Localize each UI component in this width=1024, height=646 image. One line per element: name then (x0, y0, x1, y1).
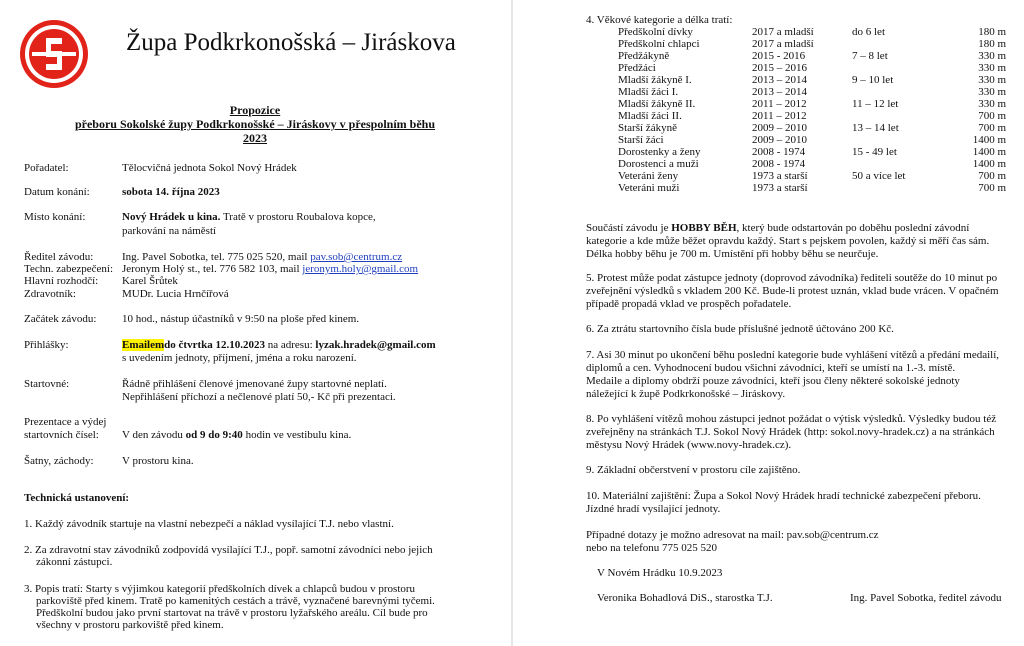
startovne-label: Startovné: (24, 378, 70, 390)
category-row (618, 158, 1006, 170)
category-distance: 700 m (978, 182, 1006, 194)
prezentace-value (122, 429, 351, 441)
prihlasky-email: lyzak.hradek@gmail.com (315, 339, 436, 351)
category-age (852, 86, 922, 98)
hobby-line2: kategorie a kde může běžet opravdu každý. Start s pejskem povolen, každý si měří čas sám. (586, 235, 990, 247)
category-name: Veteráni muži (618, 182, 680, 194)
category-row (618, 74, 1006, 86)
zacatek-value: 10 hod., nástup účastníků v 9:50 na ploše před kinem. (122, 313, 360, 325)
category-row (618, 50, 1006, 62)
category-age: 50 a více let (852, 170, 906, 182)
item-7-line2: diplomů a cen. Vyhodnocení budou všichni závodníci, kteří se umístí na 1.-3. místě. (586, 362, 956, 374)
techn-mail-link[interactable]: jeronym.holy@gmail.com (302, 263, 419, 275)
heading-propozice: Propozice (229, 103, 281, 117)
misto-label: Místo konání: (24, 211, 86, 223)
category-row (618, 182, 1006, 194)
category-row (618, 26, 1006, 38)
category-row (618, 122, 1006, 134)
category-years: 2015 – 2016 (752, 62, 807, 74)
item-7-line4: náležející k župě Podkrkonošské – Jiráskovy. (586, 388, 786, 400)
category-years: 2011 – 2012 (752, 98, 807, 110)
category-name: Dorostenci a muži (618, 158, 699, 170)
category-age: 13 – 14 let (852, 122, 899, 134)
item-8-line1: 8. Po vyhlášení vítězů mohou zástupci jednot požádat o výtisk výsledků. Výsledky budou též (586, 413, 997, 425)
category-row (618, 170, 1006, 182)
item-8-line3: městysu Nový Hrádek (www.novy-hradek.cz). (586, 439, 792, 451)
prezentace-label-2: startovních čísel: (24, 429, 99, 441)
signature-left: Veronika Bohadlová DiS., starostka T.J. (597, 592, 773, 604)
reditel-text: Ing. Pavel Sobotka, tel. 775 025 520, mail (122, 251, 311, 263)
category-years: 2011 – 2012 (752, 110, 807, 122)
category-age: 7 – 8 let (852, 50, 888, 62)
page-divider (511, 0, 513, 646)
techn-label: Techn. zabezpečení: (24, 263, 114, 275)
item-1: 1. Každý závodník startuje na vlastní nebezpečí a náklad vysílající T.J. nebo vlastní. (24, 518, 394, 530)
category-name: Mladší žákyně II. (618, 98, 696, 110)
misto-value (122, 210, 422, 238)
category-name: Mladší žáci I. (618, 86, 679, 98)
category-age (852, 110, 922, 122)
prihlasky-mid: na adresu: (265, 339, 316, 351)
item-9: 9. Základní občerstvení v prostoru cíle zajištěno. (586, 464, 801, 476)
category-distance: 330 m (978, 62, 1006, 74)
prezentace-pre: V den závodu (122, 429, 186, 441)
prihlasky-deadline: do čtvrtka 12.10.2023 (164, 339, 265, 351)
category-name: Mladší žákyně I. (618, 74, 692, 86)
techn-text: Jeronym Holý st., tel. 776 582 103, mail (122, 263, 303, 275)
hobby-pre: Součástí závodu je (586, 222, 672, 234)
category-distance: 1400 m (972, 134, 1006, 146)
document-title: Župa Podkrkonošská – Jiráskova (126, 29, 456, 56)
reditel-label: Ředitel závodu: (24, 251, 94, 263)
prezentace-time: od 9 do 9:40 (185, 429, 243, 441)
heading-preboru: přeboru Sokolské župy Podkrkonošské – Jiráskovy v přespolním běhu (74, 117, 436, 131)
category-age: do 6 let (852, 26, 885, 38)
category-name: Mladší žáci II. (618, 110, 682, 122)
category-years: 2009 – 2010 (752, 122, 807, 134)
zdrav-label: Zdravotník: (24, 288, 76, 300)
category-row (618, 146, 1006, 158)
category-name: Předškolní chlapci (618, 38, 700, 50)
item-2-line1: 2. Za zdravotní stav závodníků zodpovídá vysílající T.J., popř. samotní závodníci nebo jejich (24, 544, 433, 556)
hobby-bold: HOBBY BĚH (671, 222, 737, 234)
category-age (852, 182, 922, 194)
hlavni-value: Karel Šrůtek (122, 275, 178, 287)
category-age (852, 38, 922, 50)
prihlasky-highlight: Emailem (122, 339, 165, 351)
startovne-line1: Řádně přihlášení členové jmenované župy startovné neplatí. (122, 378, 387, 390)
category-years: 2017 a mladší (752, 38, 814, 50)
category-distance: 180 m (978, 38, 1006, 50)
category-years: 2009 – 2010 (752, 134, 807, 146)
satny-value: V prostoru kina. (122, 455, 194, 467)
datum-value: sobota 14. října 2023 (122, 186, 220, 198)
category-row (618, 86, 1006, 98)
reditel-value (122, 251, 402, 263)
category-name: Veteráni ženy (618, 170, 679, 182)
category-name: Předžákyně (618, 50, 670, 62)
category-name: Starší žáci (618, 134, 664, 146)
item-5-line2: zveřejnění výsledků s vkladem 200 Kč. Bude-li protest uznán, vklad bude vrácen. V opačném (586, 285, 999, 297)
prezentace-post: hodin ve vestibulu kina. (242, 429, 352, 441)
category-row (618, 110, 1006, 122)
sokol-logo (18, 18, 90, 90)
category-distance: 1400 m (972, 158, 1006, 170)
hobby-line1 (586, 222, 969, 234)
place-date: V Novém Hrádku 10.9.2023 (597, 567, 723, 579)
category-distance: 700 m (978, 110, 1006, 122)
startovne-line2: Nepřihlášení příchozí a nečlenové platí 50,- Kč při prezentaci. (122, 391, 396, 403)
hlavni-label: Hlavní rozhodčí: (24, 275, 99, 287)
category-years: 2013 – 2014 (752, 74, 807, 86)
techn-value (122, 263, 418, 275)
category-age: 15 - 49 let (852, 146, 897, 158)
satny-label: Šatny, záchody: (24, 455, 94, 467)
category-age (852, 62, 922, 74)
category-row (618, 134, 1006, 146)
category-distance: 1400 m (972, 146, 1006, 158)
misto-bold: Nový Hrádek u kina. (122, 211, 221, 223)
category-distance: 330 m (978, 50, 1006, 62)
category-name: Dorostenky a ženy (618, 146, 701, 158)
datum-label: Datum konání: (24, 186, 90, 198)
category-years: 2017 a mladší (752, 26, 814, 38)
dotazy-line1: Případné dotazy je možno adresovat na mail: pav.sob@centrum.cz (586, 529, 879, 541)
hobby-post: , který bude odstartován po doběhu poslední závodní (736, 222, 970, 234)
item-7-line1: 7. Asi 30 minut po ukončení běhu poslední kategorie bude vyhlášení vítězů a předání medailí, (586, 349, 1000, 361)
reditel-mail-link[interactable]: pav.sob@centrum.cz (310, 251, 403, 263)
category-age: 11 – 12 let (852, 98, 899, 110)
signature-right: Ing. Pavel Sobotka, ředitel závodu (850, 592, 1002, 604)
category-years: 2015 - 2016 (752, 50, 806, 62)
misto-rest: Tratě v prostoru Roubalova kopce, parkování na náměstí (122, 211, 376, 237)
poradatel-label: Pořadatel: (24, 162, 69, 174)
category-distance: 330 m (978, 74, 1006, 86)
dotazy-line2: nebo na telefonu 775 025 520 (586, 542, 718, 554)
technical-heading: Technická ustanovení: (24, 492, 130, 504)
heading-year: 2023 (243, 131, 267, 145)
item-3-line3: Předškolní budou jako první startovat na trávě v prostoru lyžařského areálu. Cíl bude pro (36, 607, 428, 619)
category-distance: 330 m (978, 98, 1006, 110)
item-6: 6. Za ztrátu startovního čísla bude příslušné jednotě účtováno 200 Kč. (586, 323, 894, 335)
item-7-line3: Medaile a diplomy obdrží pouze závodníci, kteří jsou členy některé sokolské jednoty (586, 375, 960, 387)
category-age: 9 – 10 let (852, 74, 894, 86)
zacatek-label: Začátek závodu: (24, 313, 97, 325)
category-distance: 700 m (978, 170, 1006, 182)
category-distance: 180 m (978, 26, 1006, 38)
category-years: 2008 - 1974 (752, 158, 806, 170)
category-age (852, 158, 922, 170)
item-10-line1: 10. Materiální zajištění: Župa a Sokol Nový Hrádek hradí technické zabezpečení přeboru. (586, 490, 981, 502)
item-5-line3: případě propadá vklad ve prospěch pořadatele. (586, 298, 792, 310)
category-years: 2013 – 2014 (752, 86, 807, 98)
category-name: Starší žákyně (618, 122, 677, 134)
category-row (618, 98, 1006, 110)
category-years: 1973 a starší (752, 170, 808, 182)
prihlasky-line2: s uvedením jednoty, příjmení, jména a roku narození. (122, 352, 357, 364)
category-age (852, 134, 922, 146)
item-3-line1: 3. Popis tratí: Starty s výjimkou kategorií předškolních dívek a chlapců budou v prostoru (24, 583, 416, 595)
category-years: 1973 a starší (752, 182, 808, 194)
poradatel-value: Tělocvičná jednota Sokol Nový Hrádek (122, 162, 297, 174)
item-4-heading: 4. Věkové kategorie a délka tratí: (586, 14, 733, 26)
category-distance: 700 m (978, 122, 1006, 134)
prihlasky-value (122, 339, 436, 351)
item-2-line2: zákonní zástupci. (36, 556, 113, 568)
item-10-line2: Jízdné hradí vysílající jednoty. (586, 503, 721, 515)
categories-table (618, 26, 1006, 194)
category-name: Předžáci (618, 62, 656, 74)
item-3-line4: všechny v prostoru parkoviště před kinem. (36, 619, 224, 631)
item-3-line2: parkoviště před kinem. Tratě po kamenitých cestách a trávě, vyznačené barevnými tyčemi. (36, 595, 435, 607)
category-row (618, 62, 1006, 74)
category-name: Předškolní dívky (618, 26, 693, 38)
item-8-line2: zveřejněny na stránkách T.J. Sokol Nový Hrádek (http: sokol.novy-hradek.cz) a na stránkách (586, 426, 995, 438)
category-distance: 330 m (978, 86, 1006, 98)
hobby-line3: Délka hobby běhu je 700 m. Umístění při hobby běhu se neurčuje. (586, 248, 879, 260)
item-5-line1: 5. Protest může podat zástupce jednoty (doprovod závodníka) řediteli soutěže do 10 minut po (586, 272, 998, 284)
category-row (618, 38, 1006, 50)
prihlasky-label: Přihlášky: (24, 339, 69, 351)
category-years: 2008 - 1974 (752, 146, 806, 158)
prezentace-label-1: Prezentace a výdej (24, 416, 107, 428)
zdrav-value: MUDr. Lucia Hrnčířová (122, 288, 229, 300)
left-page (0, 0, 510, 646)
